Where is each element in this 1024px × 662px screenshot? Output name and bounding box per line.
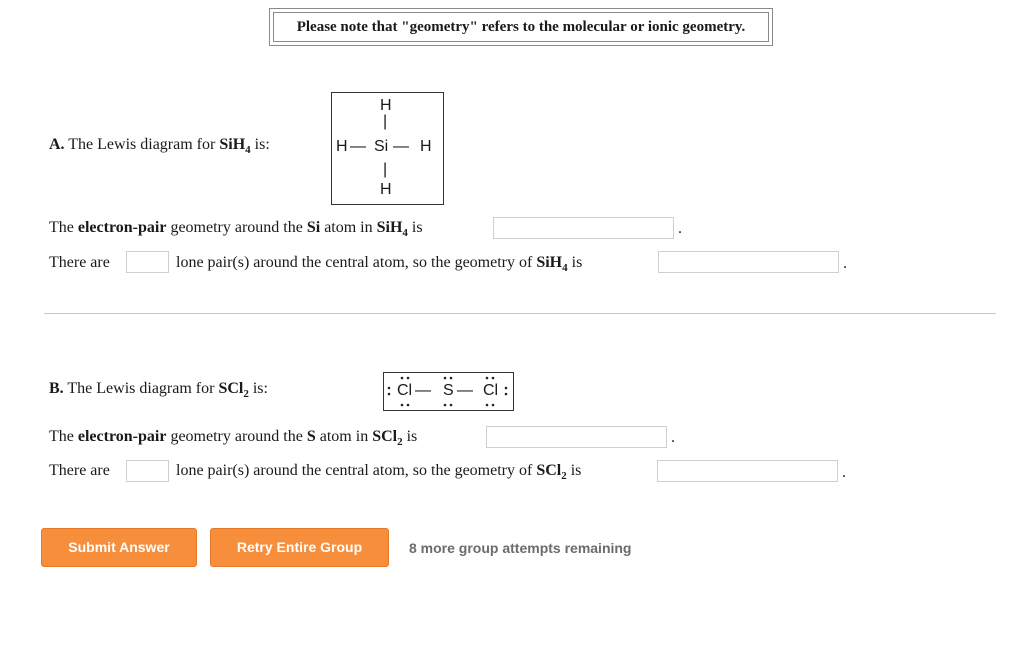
lewis-bond-right: — bbox=[393, 138, 409, 155]
part-a-question-2 bbox=[176, 254, 582, 272]
part-a-heading bbox=[49, 136, 270, 154]
q1-mid2: atom in bbox=[319, 428, 369, 445]
part-b-question-2-pre: There are bbox=[49, 462, 110, 479]
lewis-bond-bottom: | bbox=[383, 161, 388, 178]
sih4-electron-pair-geometry-input[interactable] bbox=[493, 217, 674, 239]
part-b-heading bbox=[49, 380, 268, 398]
sih4-lone-pairs-input[interactable] bbox=[126, 251, 169, 273]
q2-formula: SCl bbox=[536, 462, 562, 479]
part-a-formula-sub: 4 bbox=[245, 144, 251, 156]
q1-pre: The bbox=[49, 428, 74, 445]
lewis-cl-right: Cl bbox=[483, 382, 499, 399]
section-divider bbox=[44, 313, 996, 314]
lewis-h-bottom: H bbox=[380, 181, 392, 198]
geometry-note-box bbox=[269, 8, 773, 46]
q1-atom: Si bbox=[306, 219, 321, 236]
lewis-s-center: S bbox=[443, 382, 454, 399]
lewis-bond-left: — bbox=[350, 138, 366, 155]
q2-formula-sub: 4 bbox=[562, 262, 568, 274]
lewis-h-right: H bbox=[420, 138, 432, 155]
q2-mid: lone pair(s) around the central atom, so the geometry of bbox=[176, 254, 533, 271]
part-b-formula: SCl bbox=[218, 380, 244, 397]
q1-period: . bbox=[671, 429, 675, 446]
lewis-h-left: H bbox=[336, 138, 348, 155]
part-a-formula: SiH bbox=[219, 136, 246, 153]
lewis-cl-left: Cl bbox=[397, 382, 413, 399]
submit-answer-button[interactable]: Submit Answer bbox=[41, 528, 197, 567]
q2-is: is bbox=[570, 462, 582, 479]
q2-period: . bbox=[843, 255, 847, 272]
lewis-bond-top: | bbox=[383, 113, 388, 130]
q1-formula-sub: 2 bbox=[397, 436, 403, 448]
q1-is: is bbox=[411, 219, 423, 236]
scl2-molecular-geometry-input[interactable] bbox=[657, 460, 838, 482]
lewis-h-top: H bbox=[380, 97, 392, 114]
lewis-bond-left: — bbox=[415, 382, 431, 399]
q2-mid: lone pair(s) around the central atom, so the geometry of bbox=[176, 462, 533, 479]
part-a-intro: The Lewis diagram for bbox=[68, 136, 216, 153]
part-b-intro: The Lewis diagram for bbox=[67, 380, 215, 397]
part-b-letter: B. bbox=[49, 380, 64, 397]
q1-atom: S bbox=[306, 428, 316, 445]
q1-bold: electron-pair bbox=[77, 219, 167, 236]
retry-entire-group-button[interactable]: Retry Entire Group bbox=[210, 528, 389, 567]
part-b-question-1 bbox=[49, 428, 417, 446]
part-b-question-2 bbox=[176, 462, 581, 480]
q2-formula: SiH bbox=[536, 254, 563, 271]
scl2-lewis-diagram bbox=[383, 372, 514, 411]
part-b-formula-sub: 2 bbox=[243, 388, 249, 400]
lewis-bond-right: — bbox=[457, 382, 473, 399]
q1-formula: SCl bbox=[372, 428, 398, 445]
part-a-is: is: bbox=[254, 136, 270, 153]
part-a-question-1 bbox=[49, 219, 423, 237]
sih4-molecular-geometry-input[interactable] bbox=[658, 251, 839, 273]
q1-mid: geometry around the bbox=[170, 219, 303, 236]
q2-period: . bbox=[842, 464, 846, 481]
part-a-question-2-pre: There are bbox=[49, 254, 110, 271]
q1-formula: SiH bbox=[376, 219, 403, 236]
geometry-note-text: Please note that "geometry" refers to the molecular or ionic geometry. bbox=[273, 12, 769, 42]
part-b-is: is: bbox=[252, 380, 268, 397]
q1-is: is bbox=[406, 428, 418, 445]
sih4-lewis-diagram bbox=[331, 92, 444, 205]
q1-mid: geometry around the bbox=[170, 428, 303, 445]
q1-mid2: atom in bbox=[324, 219, 373, 236]
q2-formula-sub: 2 bbox=[561, 470, 567, 482]
lewis-si-center: Si bbox=[374, 138, 389, 155]
q1-period: . bbox=[678, 220, 682, 237]
attempts-remaining-text: 8 more group attempts remaining bbox=[409, 540, 632, 556]
q1-bold: electron-pair bbox=[77, 428, 167, 445]
scl2-electron-pair-geometry-input[interactable] bbox=[486, 426, 667, 448]
q1-formula-sub: 4 bbox=[402, 227, 408, 239]
q2-is: is bbox=[571, 254, 583, 271]
part-a-letter: A. bbox=[49, 136, 65, 153]
q1-pre: The bbox=[49, 219, 74, 236]
scl2-lone-pairs-input[interactable] bbox=[126, 460, 169, 482]
